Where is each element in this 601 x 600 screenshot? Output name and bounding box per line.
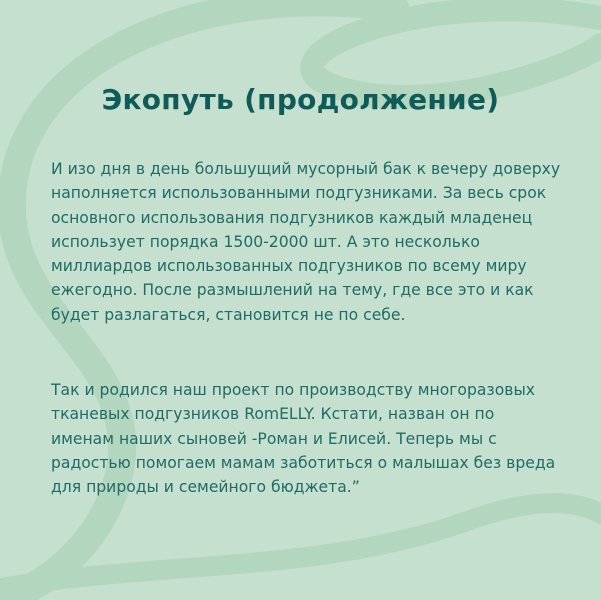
page-title: Экопуть (продолжение) (101, 83, 500, 116)
paragraph-1: И изо дня в день большущий мусорный бак к вечеру доверху наполняется использованными подгузниками. За весь срок основного использования подгузников каждый младенец использует порядка 1500-2000 шт. А это несколько миллиардов использованных подгузников по всему миру ежегодно. После размышлений на тему, где все это и как будет разлагаться, становится не по себе. (51, 160, 561, 324)
paragraph-2: Так и родился наш проект по производству многоразовых тканевых подгузников RomELLY. Кстати, назван он по именам наших сыновей -Роман и Елисей. Теперь мы с радостью помогаем мамам заботиться о малышах без вреда для природы и семейного бюджета.” (51, 381, 556, 497)
